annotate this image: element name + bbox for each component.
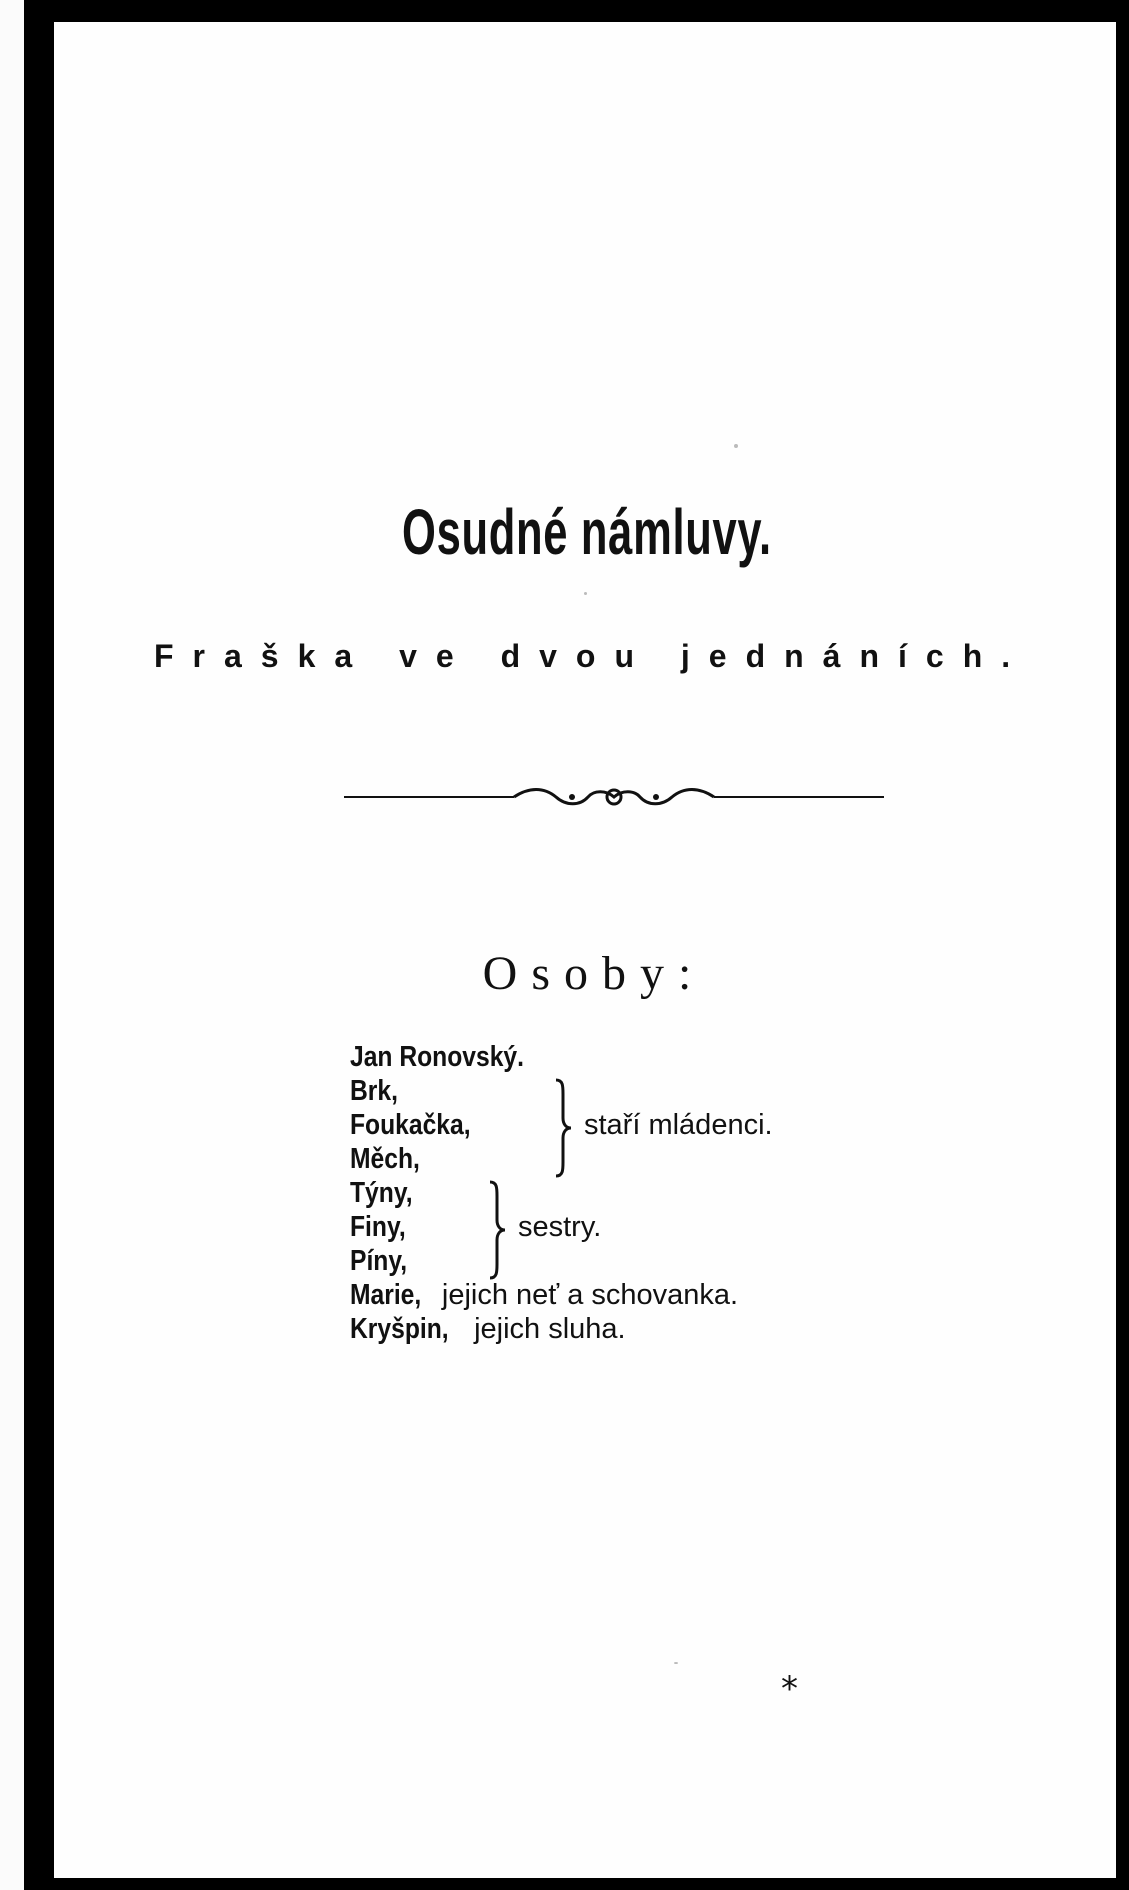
cast-name: Píny, bbox=[350, 1245, 408, 1277]
cast-item-sister bbox=[350, 1210, 416, 1244]
cast-item-bachelor bbox=[350, 1108, 492, 1142]
cast-item-sister bbox=[350, 1244, 417, 1278]
title-page bbox=[54, 22, 1116, 1878]
sisters-note: sestry. bbox=[518, 1211, 602, 1243]
cast-name: Kryšpin, bbox=[350, 1313, 449, 1345]
ornamental-rule-icon bbox=[344, 782, 884, 812]
right-brace-icon bbox=[488, 1180, 508, 1280]
paper-speck bbox=[734, 444, 738, 448]
paper-speck bbox=[584, 592, 587, 595]
bachelors-note: staří mládenci. bbox=[584, 1109, 773, 1141]
cast-item-marie bbox=[350, 1278, 738, 1312]
paper-speck bbox=[674, 1662, 678, 1664]
cast-item-servant bbox=[350, 1312, 626, 1346]
right-brace-icon bbox=[554, 1078, 574, 1178]
previous-page-edge bbox=[0, 0, 24, 1890]
cast-item-lead bbox=[350, 1040, 555, 1074]
cast-description: jejich sluha. bbox=[466, 1313, 626, 1345]
cast-name: Marie, bbox=[350, 1279, 422, 1311]
play-title: Osudné námluvy. bbox=[402, 496, 772, 568]
cast-name: Brk, bbox=[350, 1075, 398, 1107]
cast-name: Měch, bbox=[350, 1143, 420, 1175]
persons-heading: Osoby: bbox=[482, 947, 706, 1000]
end-mark: * bbox=[781, 1669, 798, 1709]
cast-name: Jan Ronovský. bbox=[350, 1041, 524, 1073]
cast-name: Týny, bbox=[350, 1177, 413, 1209]
cast-name: Finy, bbox=[350, 1211, 406, 1243]
cast-name: Foukačka, bbox=[350, 1109, 471, 1141]
play-subtitle: Fraška ve dvou jednáních. bbox=[154, 638, 1030, 674]
cast-description: jejich neť a schovanka. bbox=[433, 1279, 739, 1311]
cast-item-bachelor bbox=[350, 1074, 406, 1108]
cast-item-sister bbox=[350, 1176, 424, 1210]
cast-item-bachelor bbox=[350, 1142, 432, 1176]
